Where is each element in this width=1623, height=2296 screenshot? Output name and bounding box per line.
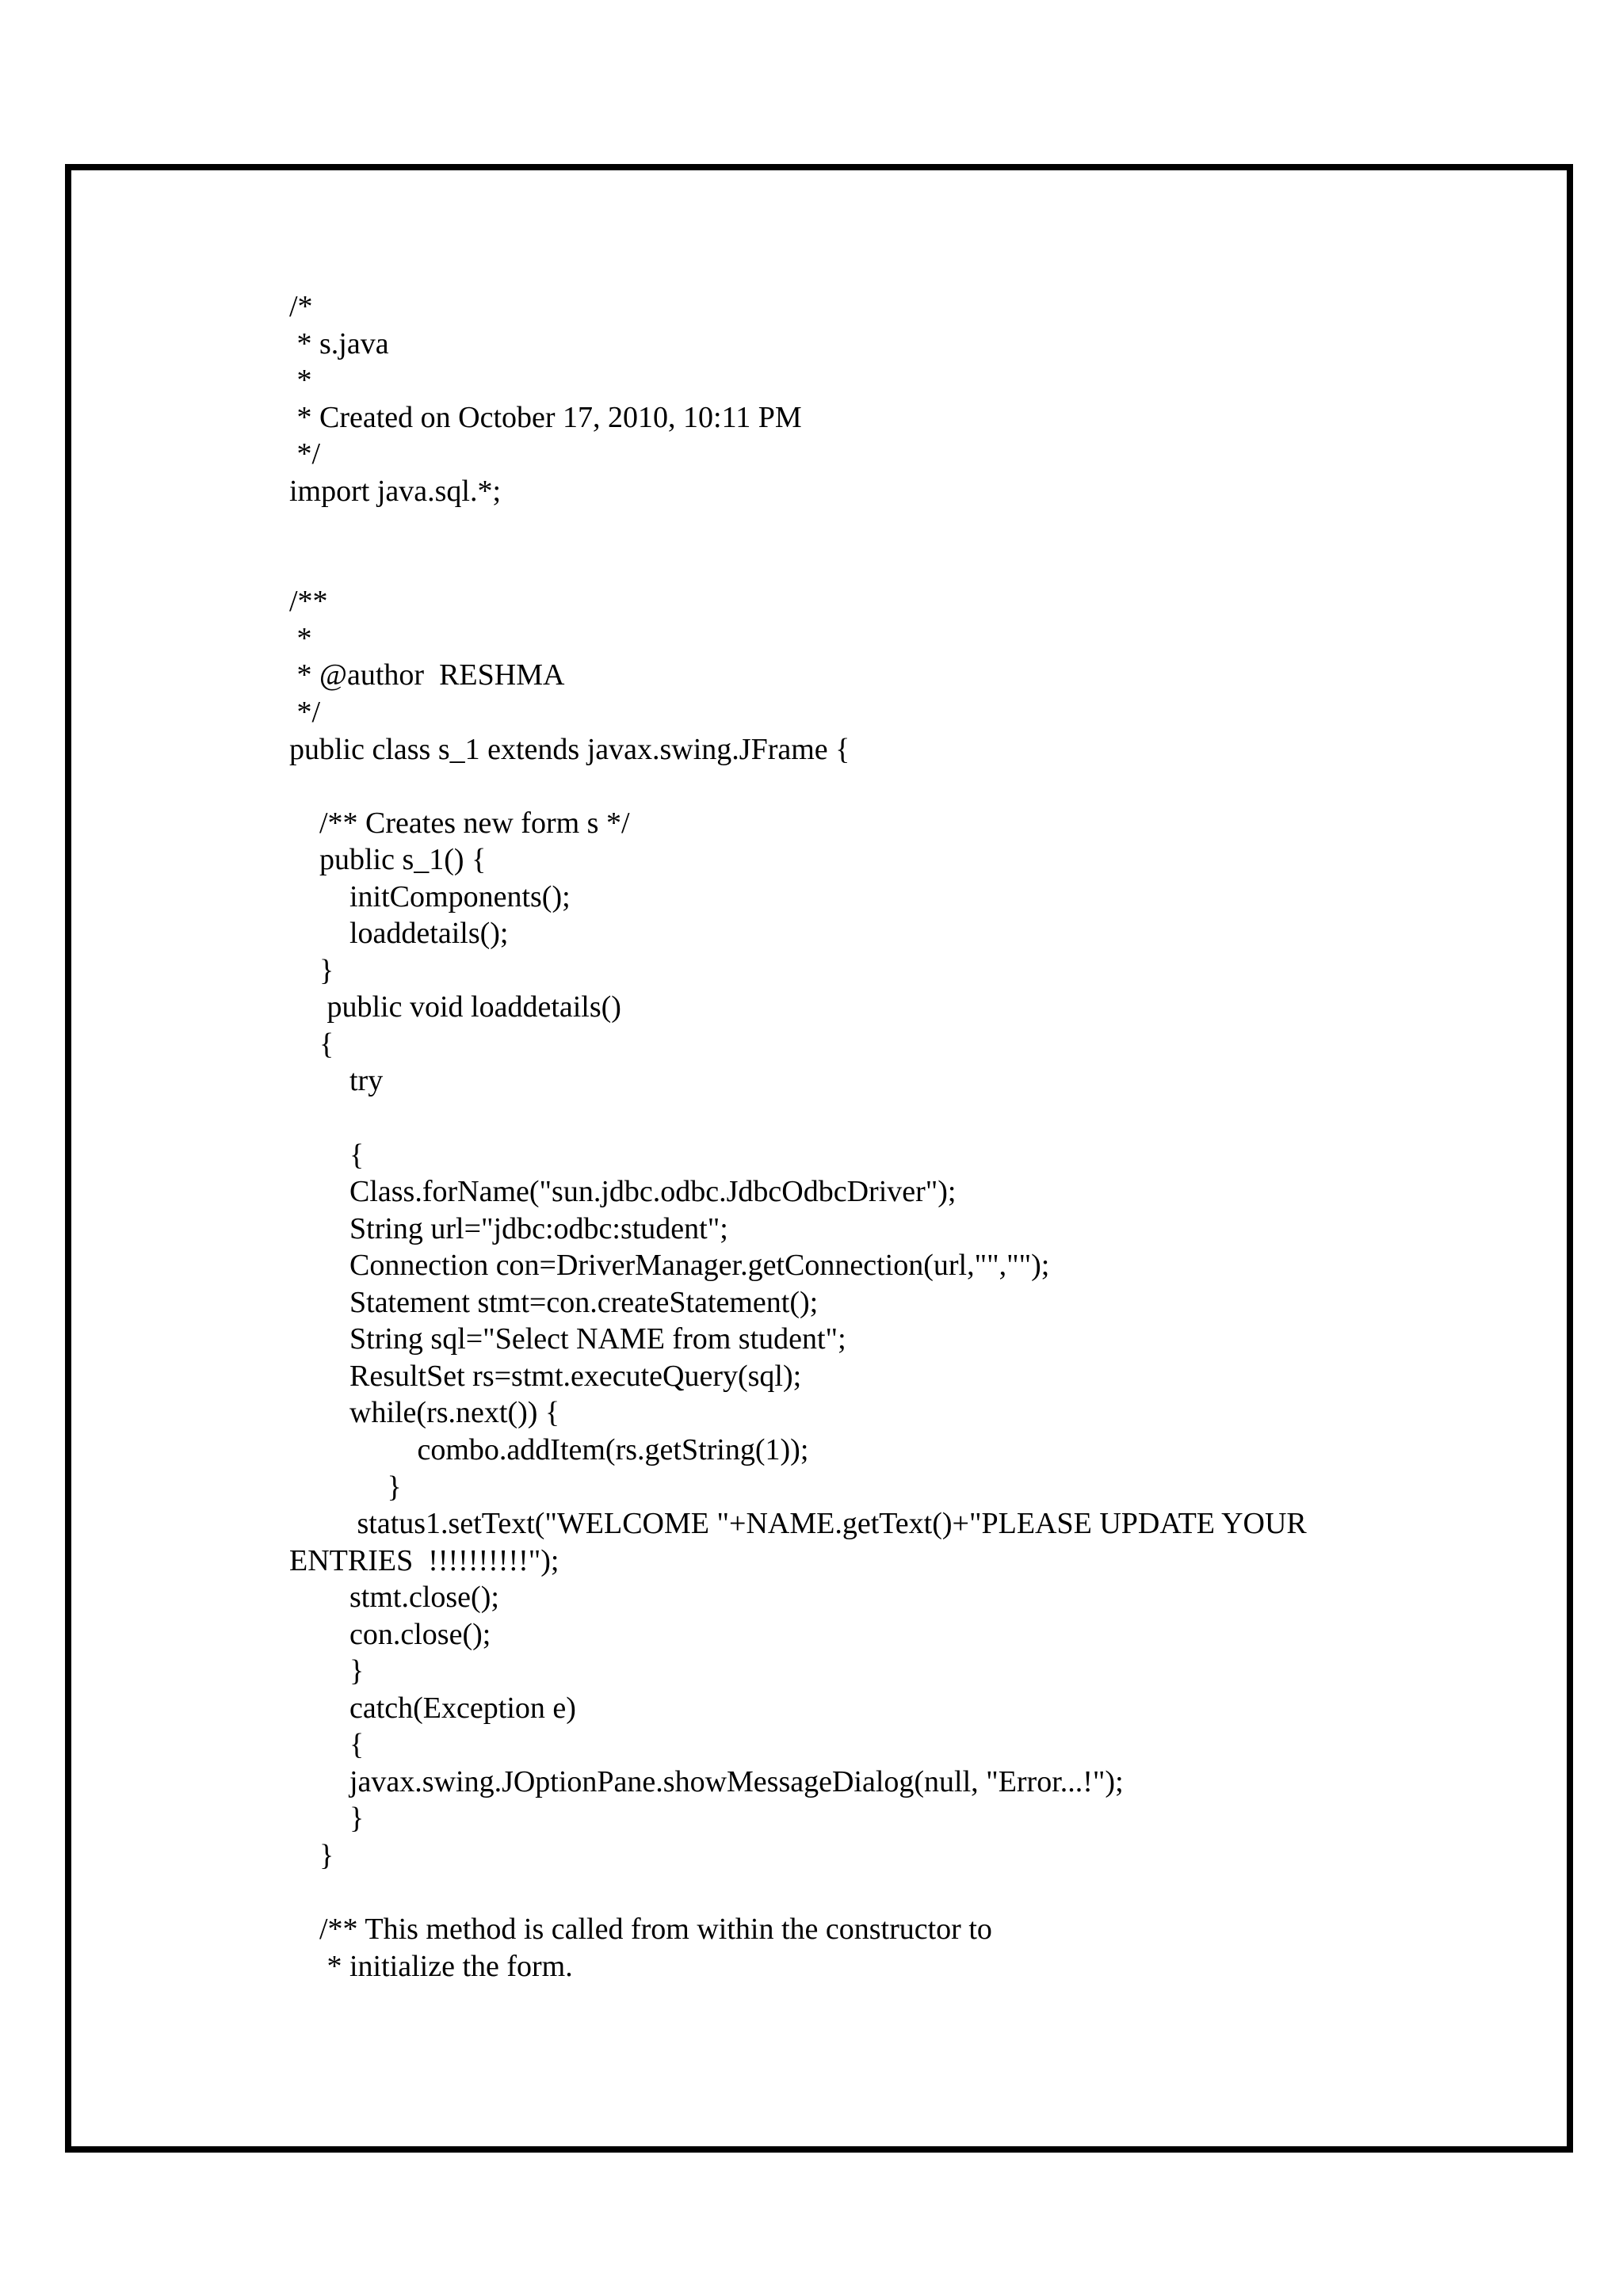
code-line (289, 1875, 1307, 1912)
code-line: /** Creates new form s */ (289, 806, 630, 840)
code-line: String url="jdbc:odbc:student"; (289, 1211, 728, 1245)
code-line: */ (289, 696, 321, 730)
code-line: catch(Exception e) (289, 1691, 576, 1725)
code-line: { (289, 1138, 365, 1172)
code-line (289, 768, 1307, 805)
code-line: /** (289, 585, 328, 619)
code-line: public class s_1 extends javax.swing.JFrame { (289, 732, 850, 766)
code-line: /** This method is called from within the constructor to (289, 1913, 992, 1947)
code-line: try (289, 1064, 384, 1098)
code-line: * @author RESHMA (289, 658, 565, 692)
code-line: ENTRIES !!!!!!!!!!"); (289, 1543, 559, 1577)
code-line: } (289, 953, 334, 987)
code-line: } (289, 1838, 334, 1872)
code-line: loaddetails(); (289, 917, 509, 951)
code-line: /* (289, 290, 313, 323)
code-line: status1.setText("WELCOME "+NAME.getText()+"PLEASE UPDATE YOUR (289, 1507, 1307, 1541)
code-line: javax.swing.JOptionPane.showMessageDialog(null, "Error...!"); (289, 1764, 1124, 1798)
code-line: } (289, 1470, 402, 1504)
code-line: * initialize the form. (289, 1949, 573, 1983)
code-line: * Created on October 17, 2010, 10:11 PM (289, 400, 802, 434)
code-line: while(rs.next()) { (289, 1396, 560, 1430)
code-line: Connection con=DriverManager.getConnection(url,"",""); (289, 1249, 1050, 1283)
code-line: * (289, 621, 312, 655)
code-line: combo.addItem(rs.getString(1)); (289, 1432, 809, 1466)
code-line: initComponents(); (289, 879, 571, 913)
code-line (289, 509, 1307, 547)
code-line: ResultSet rs=stmt.executeQuery(sql); (289, 1359, 802, 1393)
code-line: Statement stmt=con.createStatement(); (289, 1285, 819, 1319)
code-line: * s.java (289, 326, 389, 360)
code-line: String sql="Select NAME from student"; (289, 1322, 846, 1356)
code-line: public s_1() { (289, 843, 487, 877)
code-line: { (289, 1728, 365, 1762)
code-line: public void loaddetails() (289, 990, 621, 1024)
code-listing (289, 288, 1307, 1985)
code-line (289, 547, 1307, 584)
code-line: } (289, 1654, 365, 1688)
code-line: * (289, 364, 312, 398)
code-line: Class.forName("sun.jdbc.odbc.JdbcOdbcDriver"); (289, 1175, 957, 1209)
code-line (289, 1100, 1307, 1137)
code-line: import java.sql.*; (289, 474, 502, 508)
code-line: stmt.close(); (289, 1581, 499, 1615)
code-line: con.close(); (289, 1617, 491, 1651)
code-line: */ (289, 437, 321, 471)
code-line: } (289, 1802, 365, 1836)
code-line: { (289, 1027, 334, 1061)
